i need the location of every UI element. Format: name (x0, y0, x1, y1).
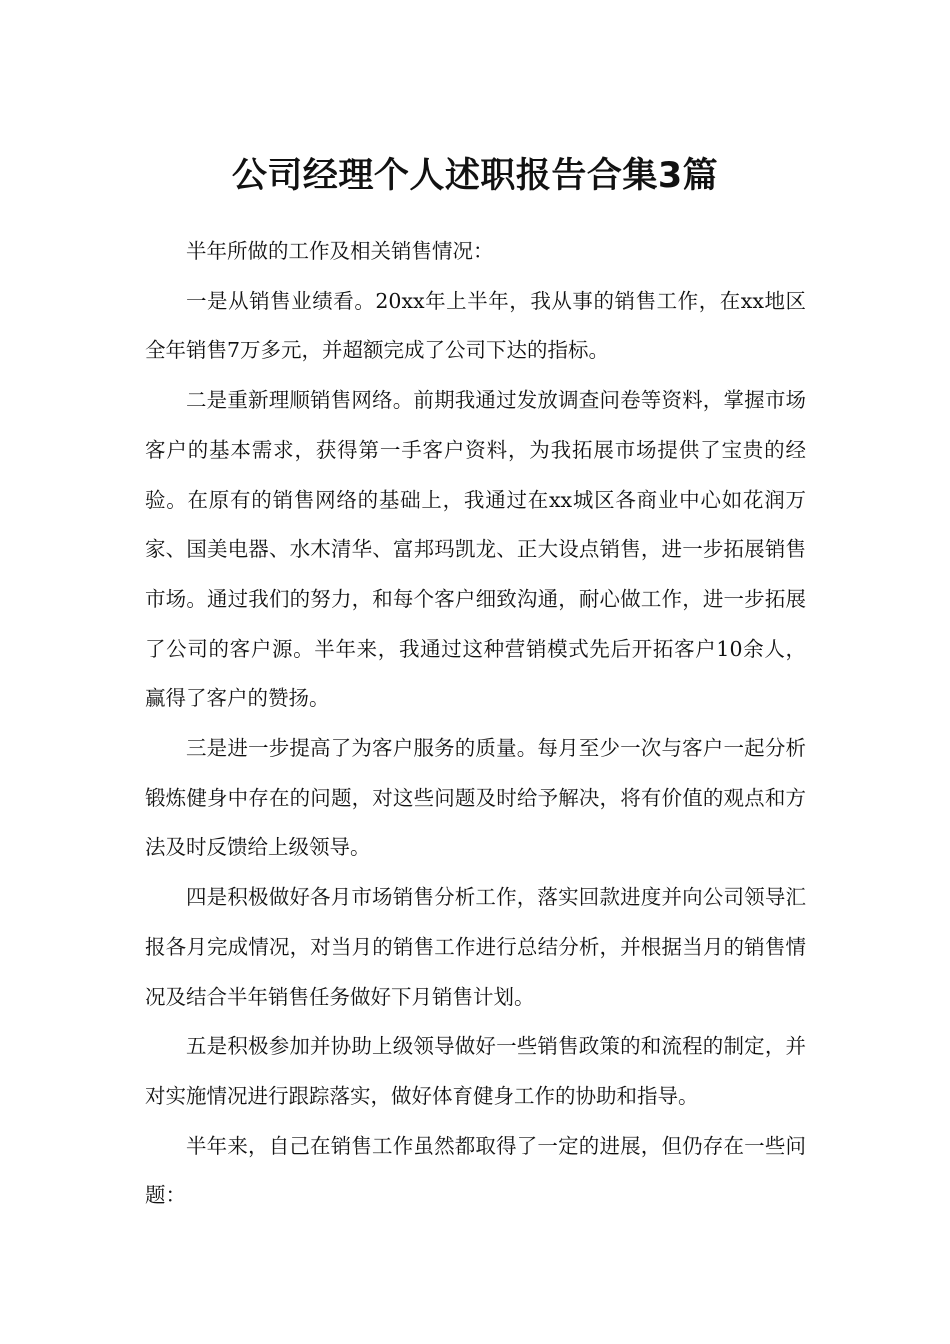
paragraph-monthly-analysis: 四是积极做好各月市场销售分析工作，落实回款进度并向公司领导汇报各月完成情况，对当月的销售工作进行总结分析，并根据当月的销售情况及结合半年销售任务做好下月销售计划。 (145, 885, 806, 1009)
paragraph-policy-support: 五是积极参加并协助上级领导做好一些销售政策的和流程的制定，并对实施情况进行跟踪落实，做好体育健身工作的协助和指导。 (145, 1034, 806, 1108)
paragraph-sales-network: 二是重新理顺销售网络。前期我通过发放调查问卷等资料，掌握市场客户的基本需求，获得第一手客户资料，为我拓展市场提供了宝贵的经验。在原有的销售网络的基础上，我通过在xx城区各商业中心如花润万家、国美电器、水木清华、富邦玛凯龙、正大设点销售，进一步拓展销售市场。通过我们的努力，和每个客户细致沟通，耐心做工作，进一步拓展了公司的客户源。半年来，我通过这种营销模式先后开拓客户10余人，赢得了客户的赞扬。 (145, 388, 806, 711)
paragraph-sales-performance: 一是从销售业绩看。20xx年上半年，我从事的销售工作，在xx地区全年销售7万多元，并超额完成了公司下达的指标。 (145, 288, 806, 363)
paragraph-problems: 半年来，自己在销售工作虽然都取得了一定的进展，但仍存在一些问题： (145, 1133, 806, 1208)
paragraph-service-quality: 三是进一步提高了为客户服务的质量。每月至少一次与客户一起分析锻炼健身中存在的问题，对这些问题及时给予解决，将有价值的观点和方法及时反馈给上级领导。 (145, 736, 806, 860)
document-title: 公司经理个人述职报告合集3篇 (231, 156, 719, 197)
paragraph-intro: 半年所做的工作及相关销售情况： (186, 239, 494, 263)
document-body (145, 227, 806, 1221)
